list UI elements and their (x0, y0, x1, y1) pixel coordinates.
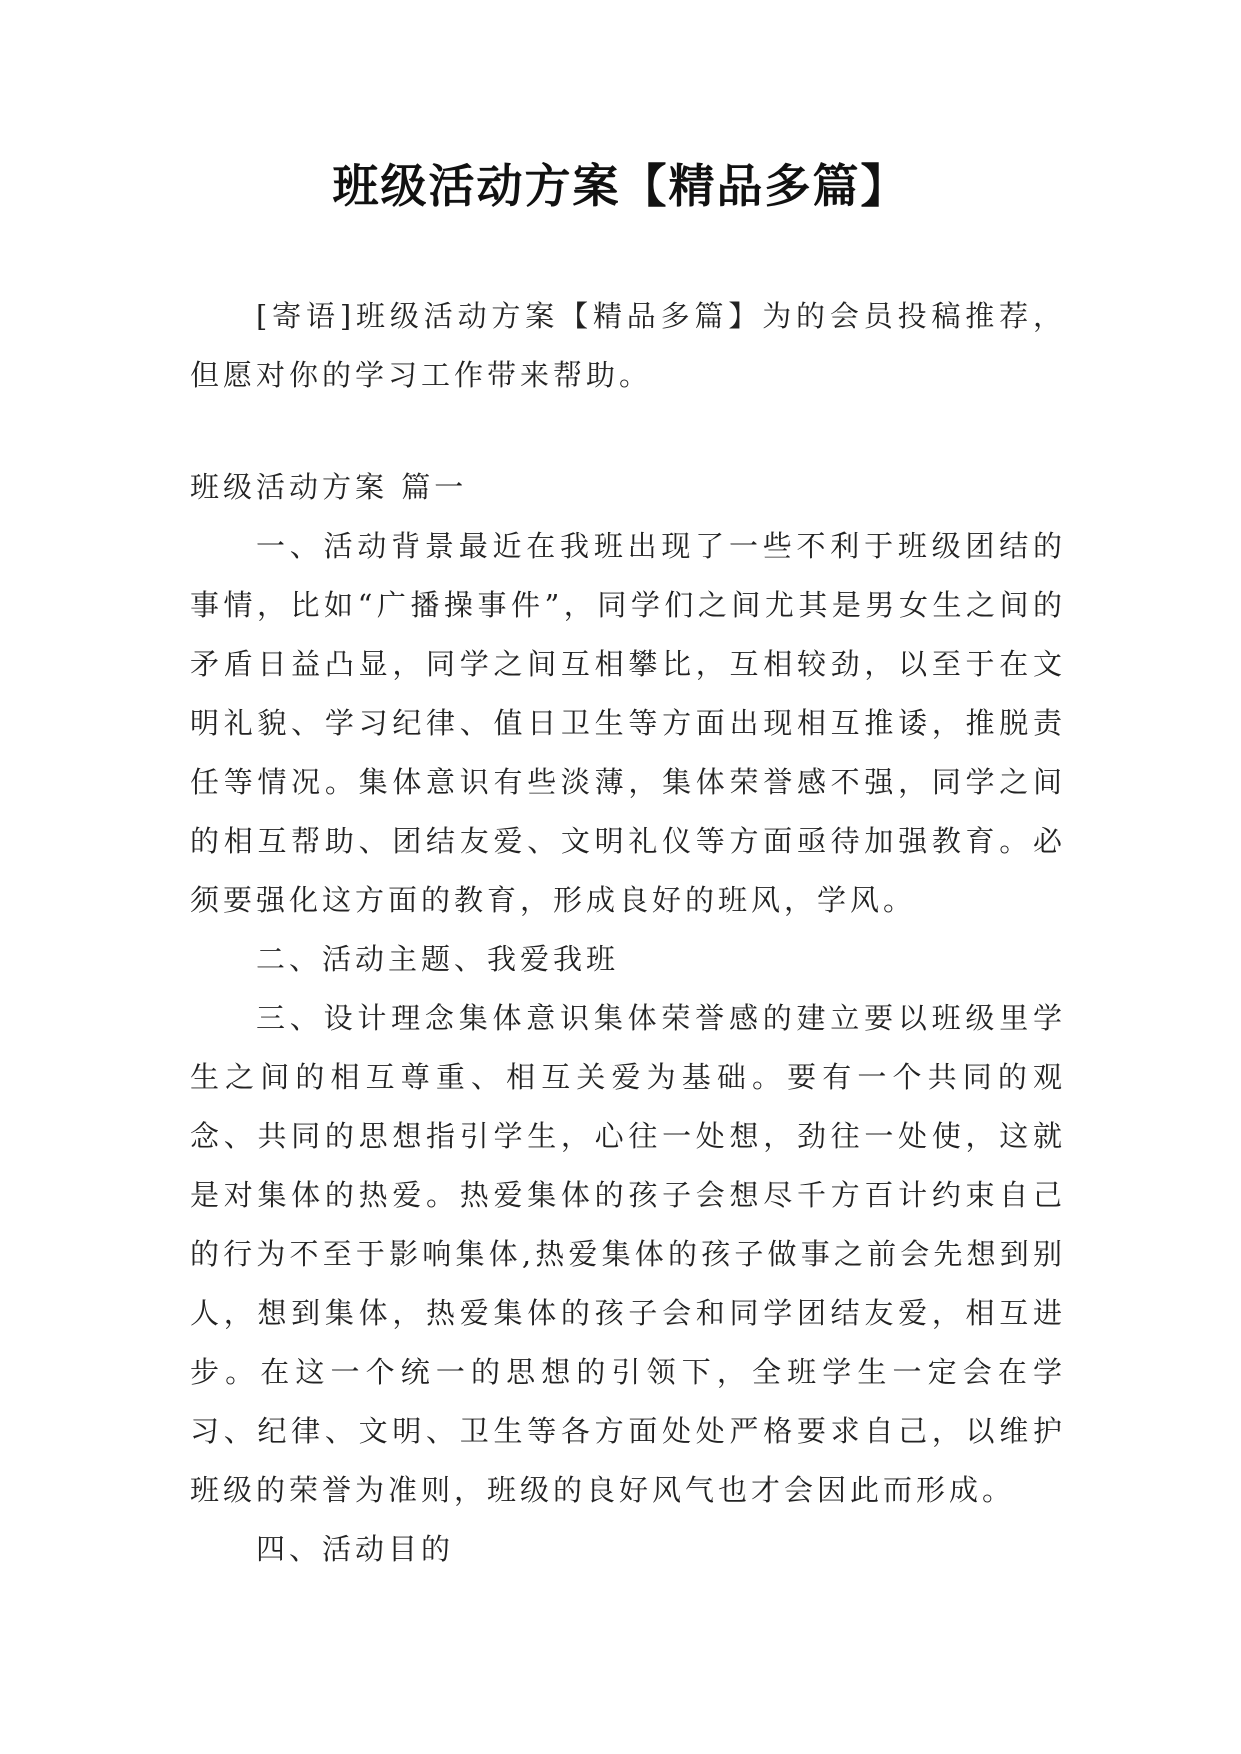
section-title: 班级活动方案 篇一 (190, 470, 468, 504)
paragraph-design-concept: 三、设计理念集体意识集体荣誉感的建立要以班级里学生之间的相互尊重、相互关爱为基础。要有一个共同的观念、共同的思想指引学生，心往一处想，劲往一处使，这就是对集体的热爱。热爱集体的孩子会想尽千方百计约束自己的行为不至于影响集体,热爱集体的孩子做事之前会先想到别人，想到集体，热爱集体的孩子会和同学团结友爱，相互进步。在这一个统一的思想的引领下，全班学生一定会在学习、纪律、文明、卫生等各方面处处严格要求自己，以维护班级的荣誉为准则，班级的良好风气也才会因此而形成。 (190, 1001, 1066, 1507)
paragraph-background: 一、活动背景最近在我班出现了一些不利于班级团结的事情，比如“广播操事件”，同学们之间尤其是男女生之间的矛盾日益凸显，同学之间互相攀比，互相较劲，以至于在文明礼貌、学习纪律、值日卫生等方面出现相互推诿，推脱责任等情况。集体意识有些淡薄，集体荣誉感不强，同学之间的相互帮助、团结友爱、文明礼仪等方面亟待加强教育。必须要强化这方面的教育，形成良好的班风，学风。 (190, 529, 1066, 917)
article-body (190, 458, 1066, 1579)
document-title: 班级活动方案【精品多篇】 (332, 159, 909, 213)
paragraph-theme: 二、活动主题、我爱我班 (256, 942, 620, 976)
paragraph-purpose: 四、活动目的 (256, 1532, 455, 1566)
intro-block (190, 287, 1066, 405)
intro-paragraph: [寄语]班级活动方案【精品多篇】为的会员投稿推荐，但愿对你的学习工作带来帮助。 (190, 299, 1066, 392)
